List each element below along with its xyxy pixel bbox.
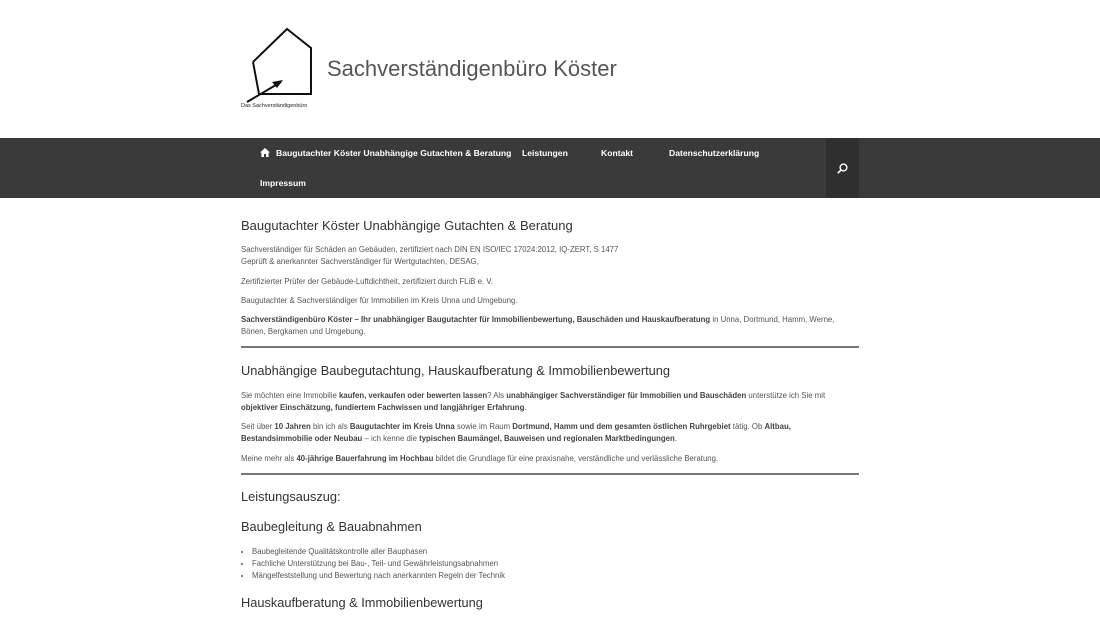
text-run: bin ich als (310, 422, 350, 431)
text-bold: Dortmund, Hamm und dem gesamten östlichen Ruhrgebiet (512, 422, 731, 431)
divider (241, 473, 859, 475)
intro-bold: Sachverständigenbüro Köster – Ihr unabhängiger Baugutachter für Immobilienbewertung, Bauschäden und Hauskaufberatung (241, 315, 711, 324)
intro-paragraph-luftdichtheit: Zertifizierter Prüfer der Gebäude-Luftdichtheit, zertifiziert durch FLiB e. V. (241, 277, 493, 286)
text-run: ? Als (487, 391, 507, 400)
main-navigation (0, 138, 1100, 198)
text-bold: 40-jährige Bauerfahrung im Hochbau (296, 454, 434, 463)
text-bold: unabhängiger Sachverständiger für Immobilien und Bauschäden (506, 391, 747, 400)
text-bold: typischen Baumängel, Bauweisen und regionalen Marktbedingungen (419, 434, 675, 443)
section-heading-leistungsauszug: Leistungsauszug: (241, 489, 341, 504)
text-run: Meine mehr als (241, 454, 297, 463)
nav-item-label: Baugutachter Köster Unabhängige Gutachten & Beratung (276, 148, 512, 158)
intro-paragraph-summary (241, 314, 859, 338)
page-title: Baugutachter Köster Unabhängige Gutachten & Beratung (241, 218, 573, 233)
nav-item-leistungen[interactable]: Leistungen (522, 148, 568, 158)
text-run: Sie möchten eine Immobilie (241, 391, 339, 400)
divider (241, 346, 859, 348)
section-heading-begutachtung: Unabhängige Baubegutachtung, Hauskaufberatung & Immobilienbewertung (241, 363, 670, 378)
text-run: Seit über (241, 422, 275, 431)
text-bold: Baugutachter im Kreis Unna (349, 422, 455, 431)
house-logo-icon (241, 26, 317, 114)
site-logo[interactable] (241, 26, 317, 114)
list-item: • Mängelfeststellung und Bewertung nach anerkannten Regeln der Technik (252, 570, 505, 582)
paragraph-immobilie (241, 390, 859, 414)
text-run: – ich kenne die (362, 434, 420, 443)
nav-item-datenschutz[interactable]: Datenschutzerklärung (669, 148, 760, 158)
intro-paragraph-region: Baugutachter & Sachverständiger für Immobilien im Kreis Unna und Umgebung. (241, 296, 518, 305)
list-item: • Fachliche Unterstützung bei Bau-, Teil- und Gewährleistungsabnahmen (252, 558, 505, 570)
section-heading-hauskaufberatung: Hauskaufberatung & Immobilienbewertung (241, 595, 483, 610)
text-run: bildet die Grundlage für eine praxisnahe, verständliche und verlässliche Beratung. (433, 454, 719, 463)
text-bold: kaufen, verkaufen oder bewerten lassen (338, 391, 488, 400)
text-run: sowie im Raum (454, 422, 513, 431)
section-heading-baubegleitung: Baubegleitung & Bauabnahmen (241, 519, 422, 534)
home-icon (260, 148, 270, 157)
text-bold: 10 Jahren (274, 422, 311, 431)
services-list (241, 546, 505, 582)
paragraph-erfahrung (241, 421, 859, 445)
intro-line: Sachverständiger für Schäden an Gebäuden, zertifiziert nach DIN EN ISO/IEC 17024:2012, IQ-ZERT, S 1477 (241, 245, 619, 254)
list-item: • Baubegleitende Qualitätskontrolle aller Bauphasen (252, 546, 505, 558)
text-run: tätig. Ob (730, 422, 765, 431)
intro-rest: in Unna, Dortmund, Hamm, Werne, Bönen, Bergkamen und Umgebung. (241, 315, 835, 336)
nav-item-home[interactable] (260, 148, 511, 159)
site-header (0, 0, 1100, 138)
text-bold: objektiver Einschätzung, fundiertem Fachwissen und langjähriger Erfahrung (241, 403, 525, 412)
intro-line: Geprüft & anerkannter Sachverständiger für Wertgutachten, DESAG, (241, 257, 479, 266)
nav-item-impressum[interactable]: Impressum (260, 178, 306, 188)
paragraph-bauerfahrung (241, 453, 859, 465)
search-icon (837, 163, 848, 174)
search-button[interactable] (826, 138, 859, 198)
logo-caption: Das Sachverständigenbüro (241, 103, 308, 109)
text-run: . (674, 434, 677, 443)
text-run: . (524, 403, 527, 412)
nav-item-kontakt[interactable]: Kontakt (601, 148, 633, 158)
site-title[interactable]: Sachverständigenbüro Köster (327, 56, 617, 81)
intro-paragraph-certification (241, 244, 859, 268)
text-bold: Altbau, Bestandsimmobilie oder Neubau (241, 422, 791, 443)
text-run: unterstütze ich Sie mit (746, 391, 826, 400)
